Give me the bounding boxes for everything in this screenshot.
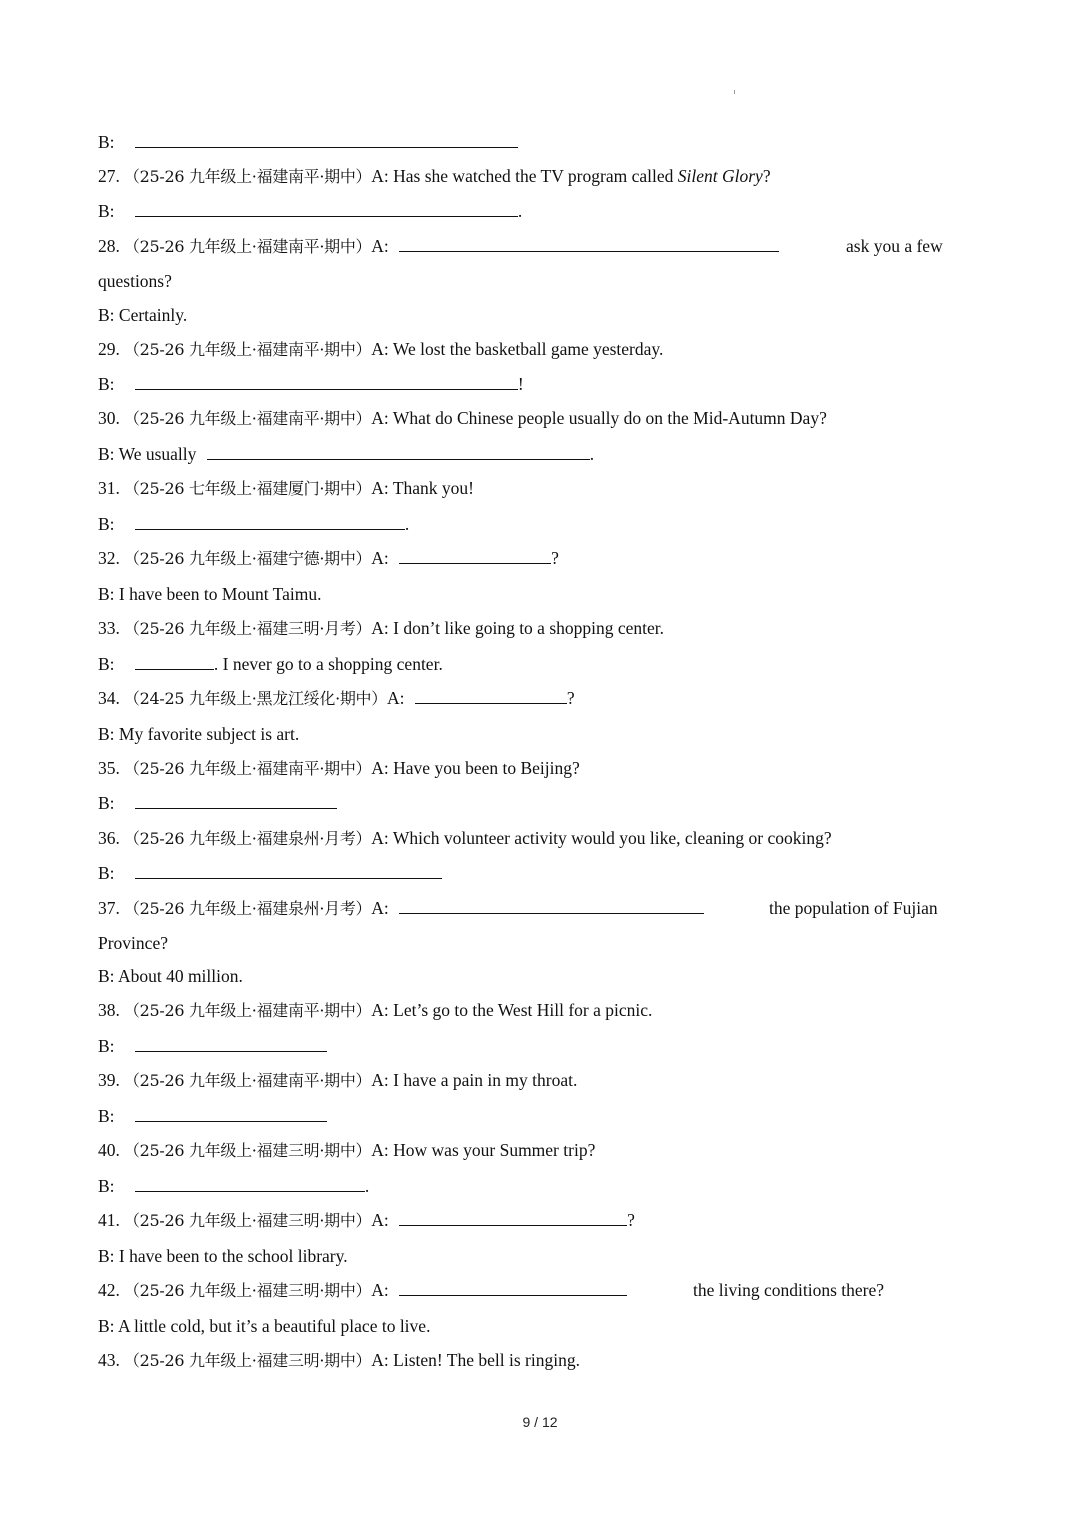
answer-blank[interactable] bbox=[399, 1209, 627, 1226]
question-43: 43. （25-26 九年级上·福建三明·期中）A: Listen! The bell is ringing. bbox=[98, 1350, 580, 1370]
question-39: 39. （25-26 九年级上·福建南平·期中）A: I have a pain in my throat. bbox=[98, 1070, 578, 1090]
question-28-cont: questions? bbox=[98, 271, 172, 291]
answer-blank[interactable] bbox=[415, 687, 567, 704]
question-source: （25-26 九年级上·福建南平·期中） bbox=[123, 759, 372, 778]
question-41: 41. （25-26 九年级上·福建三明·期中）A: ? bbox=[98, 1210, 635, 1230]
question-37-tail: the population of Fujian bbox=[769, 898, 938, 918]
question-36: 36. （25-26 九年级上·福建泉州·月考）A: Which volunteer activity would you like, cleaning or cooking? bbox=[98, 828, 832, 848]
question-source: （25-26 九年级上·福建南平·期中） bbox=[123, 167, 372, 186]
question-source: （25-26 九年级上·福建宁德·期中） bbox=[123, 549, 372, 568]
answer-32: B: I have been to Mount Taimu. bbox=[98, 584, 322, 604]
answer-line-26: B: bbox=[98, 131, 518, 153]
question-42-tail: the living conditions there? bbox=[693, 1280, 884, 1300]
question-source: （25-26 九年级上·福建三明·期中） bbox=[123, 1141, 372, 1160]
page-number: 9 / 12 bbox=[522, 1414, 558, 1430]
answer-blank[interactable] bbox=[135, 862, 442, 879]
question-30: 30. （25-26 九年级上·福建南平·期中）A: What do Chinese people usually do on the Mid-Autumn Day? bbox=[98, 408, 827, 428]
answer-blank[interactable] bbox=[135, 1175, 365, 1192]
answer-blank[interactable] bbox=[399, 235, 779, 252]
answer-42: B: A little cold, but it’s a beautiful place to live. bbox=[98, 1316, 431, 1336]
question-source: （25-26 九年级上·福建南平·期中） bbox=[123, 340, 372, 359]
answer-28: B: Certainly. bbox=[98, 305, 188, 325]
question-33: 33. （25-26 九年级上·福建三明·月考）A: I don’t like going to a shopping center. bbox=[98, 618, 665, 638]
answer-blank[interactable] bbox=[135, 131, 518, 148]
answer-37: B: About 40 million. bbox=[98, 966, 243, 986]
question-42: 42. （25-26 九年级上·福建三明·期中）A: bbox=[98, 1279, 627, 1302]
question-source: （25-26 九年级上·福建南平·期中） bbox=[123, 1001, 372, 1020]
answer-blank[interactable] bbox=[135, 200, 518, 217]
answer-blank[interactable] bbox=[135, 1105, 327, 1122]
question-source: （25-26 七年级上·福建厦门·期中） bbox=[123, 479, 372, 498]
question-37-cont: Province? bbox=[98, 933, 168, 953]
question-source: （25-26 九年级上·福建三明·期中） bbox=[123, 1211, 372, 1230]
answer-line-30: B: We usually . bbox=[98, 444, 595, 464]
question-35: 35. （25-26 九年级上·福建南平·期中）A: Have you been to Beijing? bbox=[98, 758, 580, 778]
question-31: 31. （25-26 七年级上·福建厦门·期中）A: Thank you! bbox=[98, 478, 474, 498]
answer-blank[interactable] bbox=[135, 653, 214, 670]
answer-line-27: B: . bbox=[98, 201, 523, 221]
answer-34: B: My favorite subject is art. bbox=[98, 724, 300, 744]
scan-mark bbox=[734, 90, 735, 94]
question-28-tail: ask you a few bbox=[846, 236, 943, 256]
question-37: 37. （25-26 九年级上·福建泉州·月考）A: bbox=[98, 897, 704, 920]
answer-blank[interactable] bbox=[135, 513, 405, 530]
question-source: （24-25 九年级上·黑龙江绥化·期中） bbox=[123, 689, 387, 708]
answer-line-29: B: ! bbox=[98, 374, 524, 394]
answer-blank[interactable] bbox=[207, 443, 590, 460]
question-source: （25-26 九年级上·福建南平·期中） bbox=[123, 237, 372, 256]
answer-blank[interactable] bbox=[399, 547, 551, 564]
answer-line-35: B: bbox=[98, 792, 337, 814]
question-source: （25-26 九年级上·福建南平·期中） bbox=[123, 409, 372, 428]
answer-line-39: B: bbox=[98, 1105, 327, 1127]
answer-line-38: B: bbox=[98, 1035, 327, 1057]
question-source: （25-26 九年级上·福建三明·月考） bbox=[123, 619, 372, 638]
question-27: 27. （25-26 九年级上·福建南平·期中）A: Has she watched the TV program called Silent Glory? bbox=[98, 166, 771, 186]
answer-line-33: B: . I never go to a shopping center. bbox=[98, 654, 443, 674]
question-source: （25-26 九年级上·福建泉州·月考） bbox=[123, 899, 372, 918]
question-source: （25-26 九年级上·福建南平·期中） bbox=[123, 1071, 372, 1090]
answer-blank[interactable] bbox=[135, 792, 337, 809]
answer-line-40: B: . bbox=[98, 1176, 370, 1196]
question-28: 28. （25-26 九年级上·福建南平·期中）A: bbox=[98, 235, 779, 258]
question-source: （25-26 九年级上·福建泉州·月考） bbox=[123, 829, 372, 848]
question-source: （25-26 九年级上·福建三明·期中） bbox=[123, 1351, 372, 1370]
answer-line-31: B: . bbox=[98, 514, 410, 534]
question-38: 38. （25-26 九年级上·福建南平·期中）A: Let’s go to the West Hill for a picnic. bbox=[98, 1000, 653, 1020]
answer-blank[interactable] bbox=[399, 1279, 627, 1296]
answer-blank[interactable] bbox=[135, 1035, 327, 1052]
question-40: 40. （25-26 九年级上·福建三明·期中）A: How was your Summer trip? bbox=[98, 1140, 596, 1160]
answer-41: B: I have been to the school library. bbox=[98, 1246, 348, 1266]
question-source: （25-26 九年级上·福建三明·期中） bbox=[123, 1281, 372, 1300]
answer-line-36: B: bbox=[98, 862, 442, 884]
answer-blank[interactable] bbox=[135, 373, 518, 390]
question-32: 32. （25-26 九年级上·福建宁德·期中）A: ? bbox=[98, 548, 559, 568]
question-34: 34. （24-25 九年级上·黑龙江绥化·期中）A: ? bbox=[98, 688, 575, 708]
question-29: 29. （25-26 九年级上·福建南平·期中）A: We lost the basketball game yesterday. bbox=[98, 339, 664, 359]
answer-blank[interactable] bbox=[399, 897, 704, 914]
